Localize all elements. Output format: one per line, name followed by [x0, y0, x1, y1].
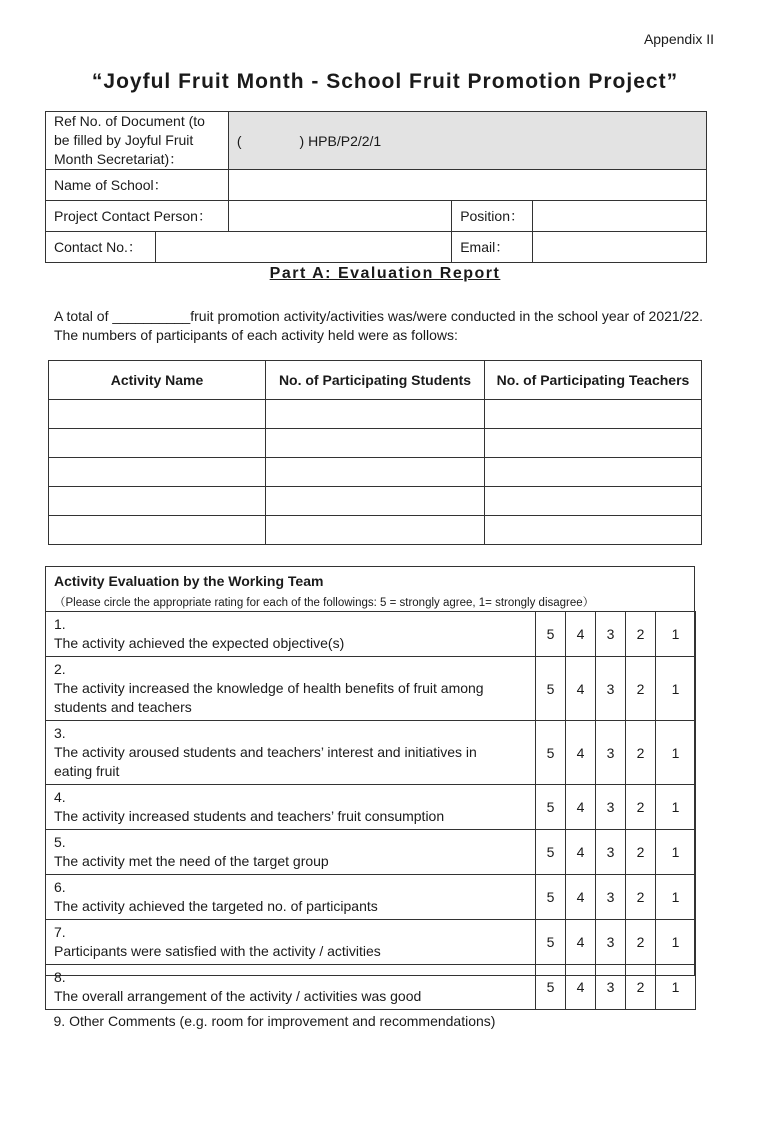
statement-text: The activity increased the knowledge of health benefits of fruit among students and teachers: [54, 679, 516, 717]
table-row: [49, 516, 702, 545]
evaluation-note: （Please circle the appropriate rating for each of the followings: 5 = strongly agree, 1= strongly disagree）: [54, 594, 594, 610]
position-field[interactable]: [533, 201, 707, 232]
rating-option-1[interactable]: 1: [656, 830, 696, 875]
evaluation-statement: [46, 920, 536, 965]
evaluation-row: [46, 721, 696, 785]
rating-option-3[interactable]: 3: [596, 830, 626, 875]
rating-option-4[interactable]: 4: [566, 721, 596, 785]
header-participating-students: No. of Participating Students: [266, 361, 485, 400]
rating-option-4[interactable]: 4: [566, 612, 596, 657]
rating-option-2[interactable]: 2: [626, 657, 656, 721]
statement-number: 5.: [54, 833, 71, 852]
intro-paragraph: A total of __________fruit promotion activity/activities was/were conducted in the school year of 2021/22. The numbers of participants of each activity held were as follows:: [54, 307, 719, 345]
rating-option-1[interactable]: 1: [656, 721, 696, 785]
rating-option-5[interactable]: 5: [536, 612, 566, 657]
evaluation-row: [46, 875, 696, 920]
rating-option-3[interactable]: 3: [596, 721, 626, 785]
rating-option-4[interactable]: 4: [566, 920, 596, 965]
header-activity-name: Activity Name: [49, 361, 266, 400]
rating-option-3[interactable]: 3: [596, 612, 626, 657]
rating-option-1[interactable]: 1: [656, 875, 696, 920]
rating-option-1[interactable]: 1: [656, 965, 696, 1010]
students-cell[interactable]: [266, 487, 485, 516]
activity-name-cell[interactable]: [49, 429, 266, 458]
rating-option-2[interactable]: 2: [626, 721, 656, 785]
evaluation-row: [46, 785, 696, 830]
evaluation-statement: [46, 721, 536, 785]
evaluation-statement: [46, 785, 536, 830]
rating-option-3[interactable]: 3: [596, 920, 626, 965]
rating-option-5[interactable]: 5: [536, 875, 566, 920]
statement-text: The activity achieved the targeted no. of participants: [54, 897, 516, 916]
statement-number: 8.: [54, 968, 71, 987]
evaluation-section: [45, 566, 695, 976]
rating-option-1[interactable]: 1: [656, 657, 696, 721]
rating-option-5[interactable]: 5: [536, 721, 566, 785]
teachers-cell[interactable]: [485, 487, 702, 516]
activity-name-cell[interactable]: [49, 400, 266, 429]
statement-number: 1.: [54, 615, 71, 634]
rating-option-4[interactable]: 4: [566, 785, 596, 830]
ref-no-value: ) HPB/P2/2/1: [300, 133, 382, 149]
rating-option-5[interactable]: 5: [536, 965, 566, 1010]
evaluation-row: [46, 612, 696, 657]
statement-text: The activity increased students and teachers’ fruit consumption: [54, 807, 516, 826]
contact-person-field[interactable]: [228, 201, 451, 232]
rating-option-3[interactable]: 3: [596, 785, 626, 830]
rating-option-5[interactable]: 5: [536, 830, 566, 875]
contact-person-label: Project Contact Person：: [46, 201, 229, 232]
school-name-label: Name of School：: [46, 170, 229, 201]
rating-option-2[interactable]: 2: [626, 920, 656, 965]
teachers-cell[interactable]: [485, 458, 702, 487]
ref-no-label: Ref No. of Document (to be filled by Joyful Fruit Month Secretariat)：: [46, 112, 229, 170]
rating-option-4[interactable]: 4: [566, 875, 596, 920]
school-info-table: [45, 111, 707, 263]
rating-option-4[interactable]: 4: [566, 657, 596, 721]
rating-option-3[interactable]: 3: [596, 875, 626, 920]
activity-name-cell[interactable]: [49, 516, 266, 545]
evaluation-title: Activity Evaluation by the Working Team: [54, 573, 323, 589]
document-title: “Joyful Fruit Month - School Fruit Promotion Project”: [0, 70, 770, 94]
statement-text: The activity aroused students and teachers’ interest and initiatives in eating fruit: [54, 743, 516, 781]
rating-option-2[interactable]: 2: [626, 965, 656, 1010]
activity-name-cell[interactable]: [49, 487, 266, 516]
teachers-cell[interactable]: [485, 516, 702, 545]
header-participating-teachers: No. of Participating Teachers: [485, 361, 702, 400]
statement-text: The activity achieved the expected objective(s): [54, 634, 516, 653]
rating-option-5[interactable]: 5: [536, 920, 566, 965]
students-cell[interactable]: [266, 458, 485, 487]
statement-number: 4.: [54, 788, 71, 807]
ref-no-field: [228, 112, 706, 170]
evaluation-statement: [46, 612, 536, 657]
rating-option-3[interactable]: 3: [596, 657, 626, 721]
rating-option-1[interactable]: 1: [656, 612, 696, 657]
table-row: [49, 400, 702, 429]
email-label: Email：: [452, 232, 533, 263]
evaluation-row: [46, 657, 696, 721]
evaluation-row: [46, 830, 696, 875]
rating-option-1[interactable]: 1: [656, 785, 696, 830]
statement-text: The activity met the need of the target group: [54, 852, 516, 871]
statement-number: 3.: [54, 724, 71, 743]
rating-option-2[interactable]: 2: [626, 830, 656, 875]
rating-option-4[interactable]: 4: [566, 830, 596, 875]
evaluation-statement: [46, 965, 536, 1010]
evaluation-statement: [46, 657, 536, 721]
contact-no-label: Contact No.：: [46, 232, 156, 263]
ref-no-paren: (: [237, 133, 242, 149]
evaluation-row: [46, 920, 696, 965]
teachers-cell[interactable]: [485, 429, 702, 458]
activity-name-cell[interactable]: [49, 458, 266, 487]
contact-no-field[interactable]: [155, 232, 452, 263]
activity-table: [48, 360, 702, 545]
statement-number: 6.: [54, 878, 71, 897]
rating-option-3[interactable]: 3: [596, 965, 626, 1010]
rating-option-2[interactable]: 2: [626, 612, 656, 657]
students-cell[interactable]: [266, 516, 485, 545]
evaluation-statement: [46, 830, 536, 875]
rating-option-4[interactable]: 4: [566, 965, 596, 1010]
evaluation-row: [46, 965, 696, 1010]
rating-option-1[interactable]: 1: [656, 920, 696, 965]
statement-number: 7.: [54, 923, 71, 942]
evaluation-statement: [46, 875, 536, 920]
rating-option-5[interactable]: 5: [536, 657, 566, 721]
other-comments-field[interactable]: 9. Other Comments (e.g. room for improvement and recommendations): [46, 1010, 696, 1132]
part-a-heading: Part A: Evaluation Report: [0, 265, 770, 283]
table-row: [49, 487, 702, 516]
appendix-label: Appendix II: [644, 31, 714, 47]
students-cell[interactable]: [266, 400, 485, 429]
statement-number: 2.: [54, 660, 71, 679]
table-row: [49, 429, 702, 458]
position-label: Position：: [452, 201, 533, 232]
students-cell[interactable]: [266, 429, 485, 458]
school-name-field[interactable]: [228, 170, 706, 201]
statement-text: The overall arrangement of the activity / activities was good: [54, 987, 516, 1006]
rating-option-5[interactable]: 5: [536, 785, 566, 830]
statement-text: Participants were satisfied with the activity / activities: [54, 942, 516, 961]
teachers-cell[interactable]: [485, 400, 702, 429]
email-field[interactable]: [533, 232, 707, 263]
rating-option-2[interactable]: 2: [626, 785, 656, 830]
table-row: [49, 458, 702, 487]
evaluation-table: [45, 611, 696, 1132]
rating-option-2[interactable]: 2: [626, 875, 656, 920]
